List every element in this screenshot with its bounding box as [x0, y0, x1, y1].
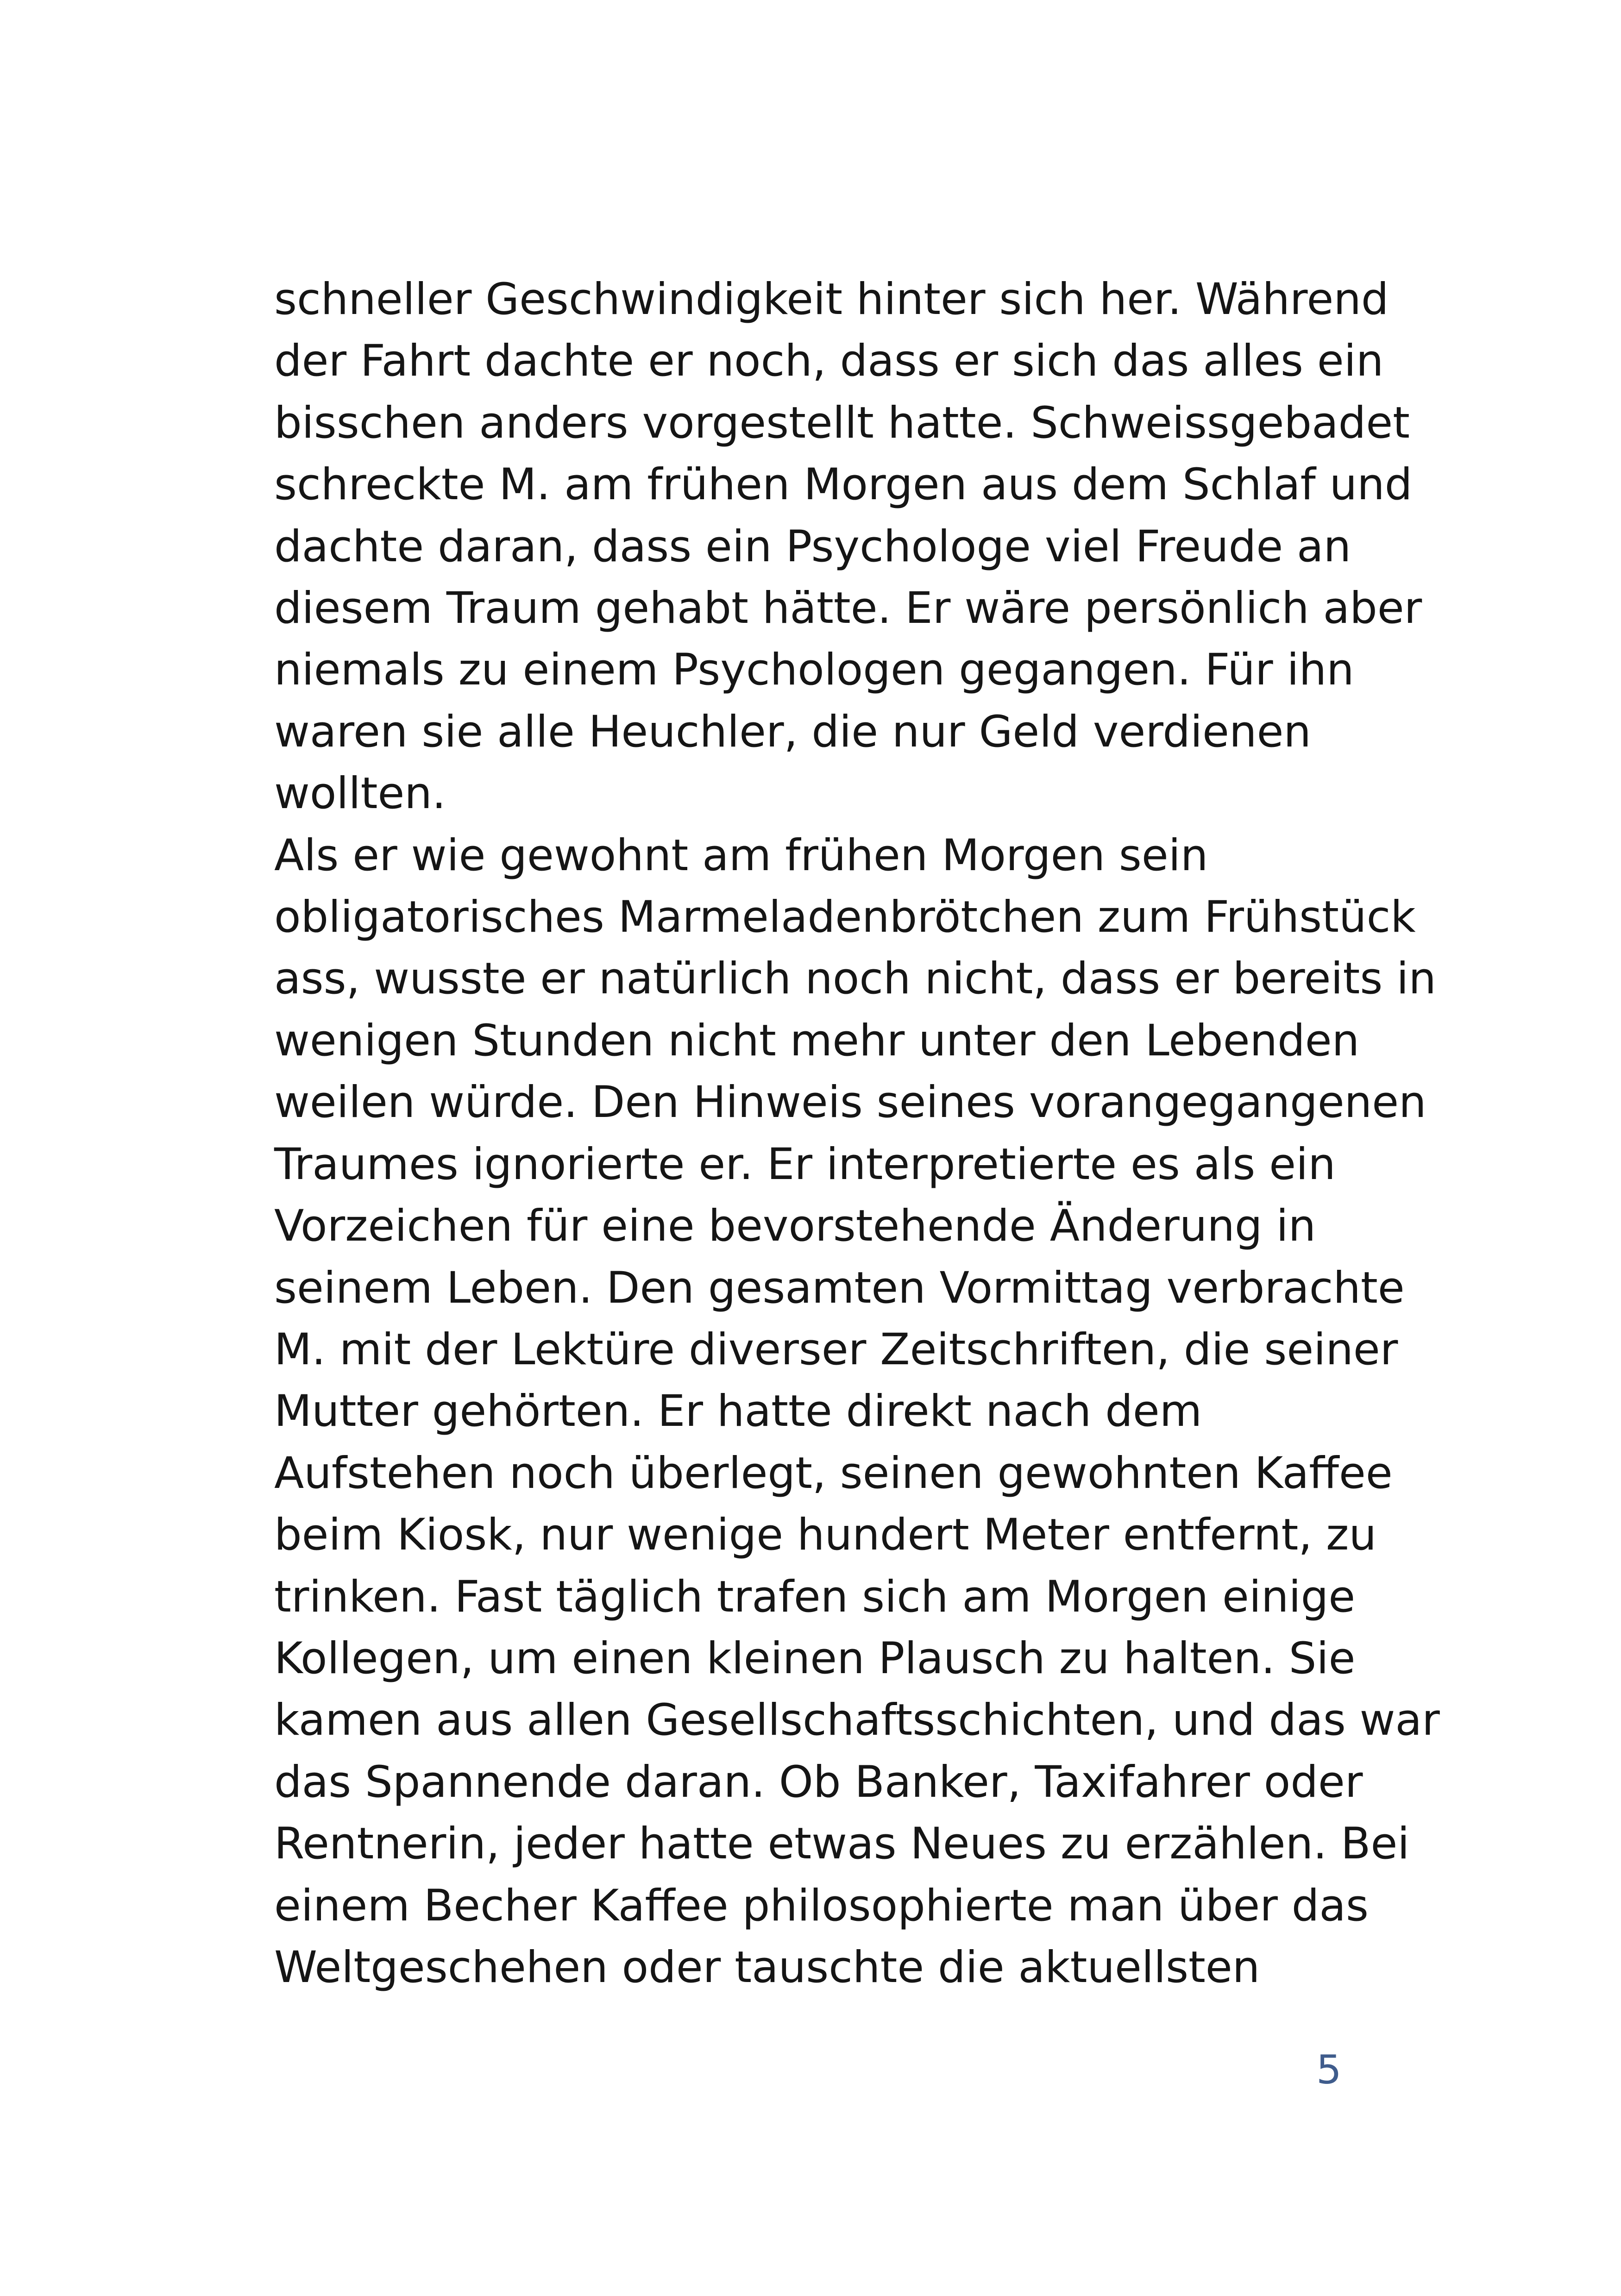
text-line: wollten.: [274, 768, 446, 819]
text-line: Rentnerin, jeder hatte etwas Neues zu erzählen. Bei: [274, 1819, 1410, 1869]
text-line: Als er wie gewohnt am frühen Morgen sein: [274, 830, 1208, 881]
text-line: obligatorisches Marmeladenbrötchen zum Frühstück: [274, 892, 1416, 943]
text-line: das Spannende daran. Ob Banker, Taxifahrer oder: [274, 1757, 1363, 1807]
text-line: trinken. Fast täglich trafen sich am Morgen einige: [274, 1571, 1356, 1622]
text-line: wenigen Stunden nicht mehr unter den Lebenden: [274, 1015, 1360, 1066]
text-line: niemals zu einem Psychologen gegangen. Für ihn: [274, 645, 1354, 696]
text-line: bisschen anders vorgestellt hatte. Schweissgebadet: [274, 397, 1410, 448]
body-text: [274, 269, 1440, 1998]
text-line: Weltgeschehen oder tauschte die aktuellsten: [274, 1942, 1260, 1993]
text-line: einem Becher Kaffee philosophierte man über das: [274, 1880, 1369, 1931]
page-number: 5: [1316, 2047, 1342, 2093]
text-line: schneller Geschwindigkeit hinter sich her. Während: [274, 274, 1389, 325]
text-line: Traumes ignorierte er. Er interpretierte es als ein: [274, 1139, 1336, 1190]
text-line: seinem Leben. Den gesamten Vormittag verbrachte: [274, 1262, 1405, 1313]
text-line: der Fahrt dachte er noch, dass er sich das alles ein: [274, 336, 1384, 387]
text-line: weilen würde. Den Hinweis seines vorangegangenen: [274, 1077, 1426, 1128]
text-line: M. mit der Lektüre diverser Zeitschriften, die seiner: [274, 1324, 1398, 1375]
text-line: dachte daran, dass ein Psychologe viel Freude an: [274, 521, 1351, 572]
text-line: kamen aus allen Gesellschaftsschichten, und das war: [274, 1695, 1440, 1746]
text-line: Mutter gehörten. Er hatte direkt nach dem: [274, 1386, 1202, 1437]
text-line: diesem Traum gehabt hätte. Er wäre persönlich aber: [274, 583, 1422, 634]
text-line: Kollegen, um einen kleinen Plausch zu halten. Sie: [274, 1633, 1356, 1684]
text-line: waren sie alle Heuchler, die nur Geld verdienen: [274, 706, 1311, 757]
text-line: schreckte M. am frühen Morgen aus dem Schlaf und: [274, 459, 1413, 510]
text-line: Vorzeichen für eine bevorstehende Änderung in: [274, 1201, 1316, 1252]
text-line: Aufstehen noch überlegt, seinen gewohnten Kaffee: [274, 1448, 1393, 1499]
text-line: ass, wusste er natürlich noch nicht, dass er bereits in: [274, 954, 1436, 1004]
text-line: beim Kiosk, nur wenige hundert Meter entfernt, zu: [274, 1510, 1377, 1561]
